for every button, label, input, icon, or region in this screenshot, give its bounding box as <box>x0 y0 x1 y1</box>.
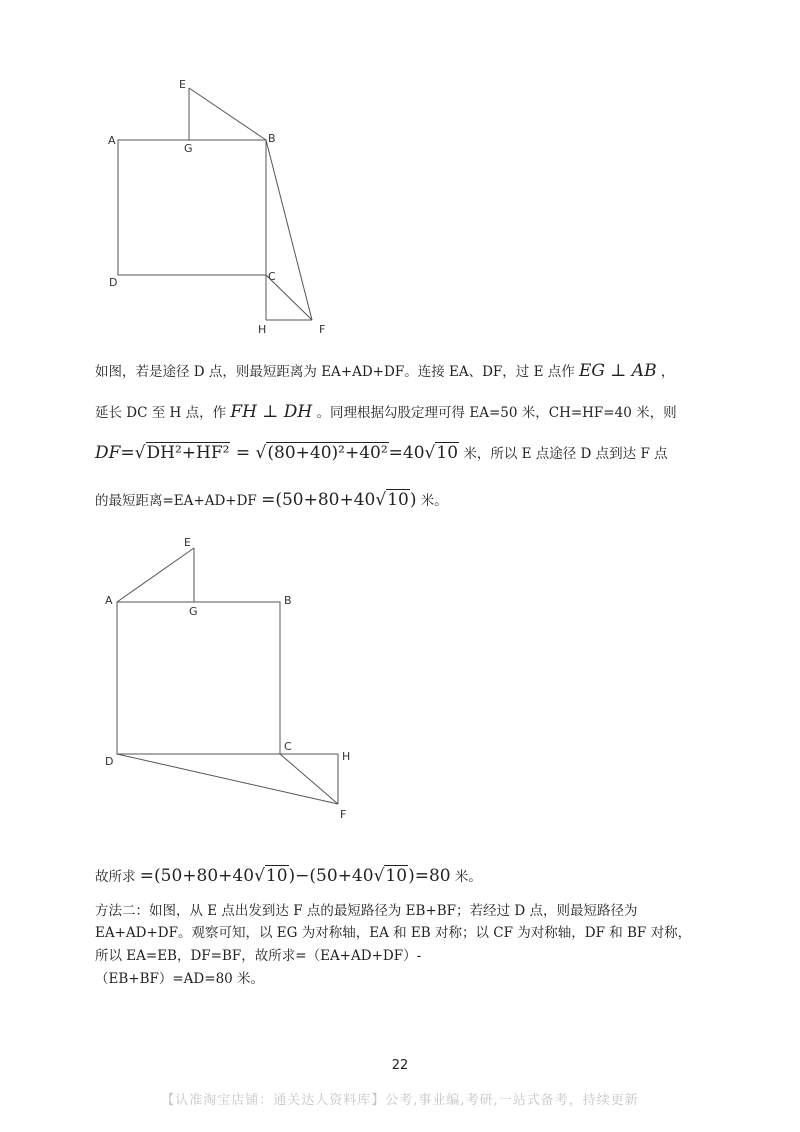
method2-line-4: （EB+BF）=AD=80 米。 <box>95 971 265 987</box>
text-p1-line4: 的最短距离=EA+AD+DF <box>95 493 257 509</box>
answer-line <box>95 865 482 886</box>
text-p1-line2: 延长 DC 至 H 点，作 <box>95 405 227 421</box>
method2-line-2: EA+AD+DF。观察可知，以 EG 为对称轴，EA 和 EB 对称；以 CF 为对称轴，DF 和 BF 对称， <box>95 925 692 941</box>
text-p1-line1-end: ， <box>660 364 675 380</box>
math-total-a: =(50+80+40 <box>261 490 376 510</box>
paragraph-1-line-4 <box>95 489 448 510</box>
segment-ea <box>117 548 194 602</box>
label-g: G <box>184 142 193 155</box>
math-fh-perp-dh: FH ⊥ DH <box>230 402 313 422</box>
math-df-result: =40 <box>388 443 425 463</box>
label-a: A <box>105 594 113 607</box>
segment-cf <box>280 754 338 804</box>
math-total-distance: =(50+80+40√10) <box>261 490 417 510</box>
math-df-sqrt3: 10 <box>436 443 459 463</box>
segment-eb <box>189 88 266 140</box>
square-abcd <box>118 140 266 275</box>
paragraph-1-line-1 <box>95 360 674 381</box>
math-answer-sqrt1: 10 <box>265 866 288 886</box>
text-p1-line2-end: 。同理根据勾股定理可得 EA=50 米，CH=HF=40 米，则 <box>316 405 677 421</box>
label-b: B <box>268 132 276 145</box>
paragraph-1-line-3 <box>95 442 668 463</box>
label-g: G <box>189 605 198 618</box>
segment-bf <box>266 140 312 320</box>
label-h: H <box>342 750 351 763</box>
math-answer-b: )−(50+40 <box>288 866 374 886</box>
text-p1-line4-end: 米。 <box>420 493 448 509</box>
math-answer: =(50+80+40√10)−(50+40√10)=80 <box>139 866 451 886</box>
label-e: E <box>184 536 191 549</box>
label-d: D <box>105 755 114 768</box>
math-df-formula: DF=√DH²+HF² = √(80+40)²+40²=40√10 <box>95 443 459 463</box>
label-c: C <box>268 270 276 283</box>
figure-2-svg <box>100 530 370 830</box>
label-c: C <box>284 740 292 753</box>
method2-line-3: 所以 EA=EB，DF=BF，故所求=（EA+AD+DF）- <box>95 948 422 964</box>
figure-1 <box>100 70 340 345</box>
label-h: H <box>258 323 267 336</box>
text-p1-line1: 如图，若是途径 D 点，则最短距离为 EA+AD+DF。连接 EA、DF，过 E 点作 <box>95 364 575 380</box>
text-answer-unit: 米。 <box>454 869 482 885</box>
square-abcd <box>117 602 280 754</box>
label-a: A <box>108 134 116 147</box>
segment-df <box>117 754 338 804</box>
label-f: F <box>340 808 347 821</box>
math-df-eq: = <box>230 443 256 463</box>
math-answer-a: =(50+80+40 <box>139 866 255 886</box>
text-answer-label: 故所求 <box>95 869 136 885</box>
method2-line-1: 方法二：如图，从 E 点出发到达 F 点的最短路径为 EB+BF；若经过 D 点，则最短路径为 <box>95 903 638 919</box>
page-number: 22 <box>391 1058 409 1073</box>
paragraph-1-line-2 <box>95 401 677 422</box>
math-df-sqrt2: (80+40)²+40² <box>267 443 388 463</box>
math-df-sqrt1: DH²+HF² <box>146 443 230 463</box>
text-p1-line3-end: 米，所以 E 点途径 D 点到达 F 点 <box>463 446 668 462</box>
label-d: D <box>109 276 118 289</box>
math-total-b: ) <box>409 490 417 510</box>
math-eg-perp-ab: EG ⊥ AB <box>579 361 657 381</box>
label-f: F <box>319 323 326 336</box>
math-answer-c: )=80 <box>408 866 451 886</box>
label-e: E <box>179 78 186 91</box>
math-df-lhs: DF= <box>95 443 135 463</box>
figure-1-svg <box>100 70 340 345</box>
math-total-sqrt: 10 <box>387 490 409 510</box>
math-answer-sqrt2: 10 <box>385 866 408 886</box>
label-b: B <box>284 594 292 607</box>
figure-2 <box>100 530 370 830</box>
footer-watermark: 【认准淘宝店铺：通关达人资料库】公考,事业编,考研,一站式备考，持续更新 <box>161 1093 639 1108</box>
